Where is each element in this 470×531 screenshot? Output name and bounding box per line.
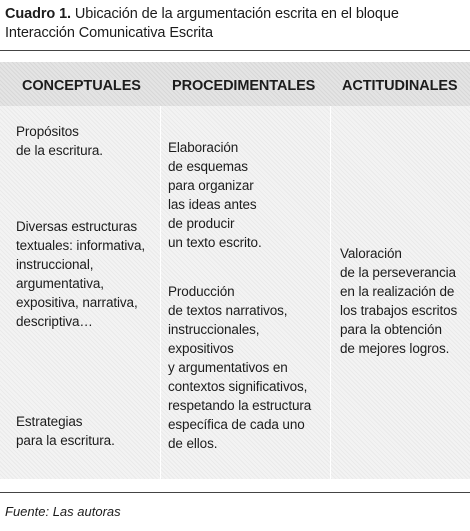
source-note: Fuente: Las autoras xyxy=(5,504,121,519)
procedural-item-production: Producción de textos narrativos, instruccionales, expositivos y argumentativos en contextos significativos, respetando la estructura específica de cada uno de ellos. xyxy=(168,284,312,451)
bottom-rule xyxy=(0,492,470,493)
table-caption xyxy=(5,5,465,43)
header-procedimentales: PROCEDIMENTALES xyxy=(172,78,316,94)
header-conceptuales: CONCEPTUALES xyxy=(22,78,141,94)
conceptual-item-structures: Diversas estructuras textuales: informativa, instruccional, argumentativa, expositiva, narrativa, descriptiva… xyxy=(16,219,146,329)
caption-lead: Cuadro 1. xyxy=(5,6,71,22)
column-separator xyxy=(160,106,161,479)
top-rule xyxy=(0,50,470,51)
procedural-item-outlines: Elaboración de esquemas para organizar las ideas antes de producir un texto escrito. xyxy=(168,140,262,250)
caption-text: Ubicación de la argumentación escrita en el bloque Interacción Comunicativa Escrita xyxy=(5,6,399,41)
conceptual-item-purposes: Propósitos de la escritura. xyxy=(16,124,103,158)
attitudinal-item-perseverance: Valoración de la perseverancia en la realización de los trabajos escritos para la obtención de mejores logros. xyxy=(340,246,458,356)
header-actitudinales: ACTITUDINALES xyxy=(342,78,458,94)
conceptual-item-strategies: Estrategias para la escritura. xyxy=(16,414,115,448)
column-separator xyxy=(330,106,331,479)
